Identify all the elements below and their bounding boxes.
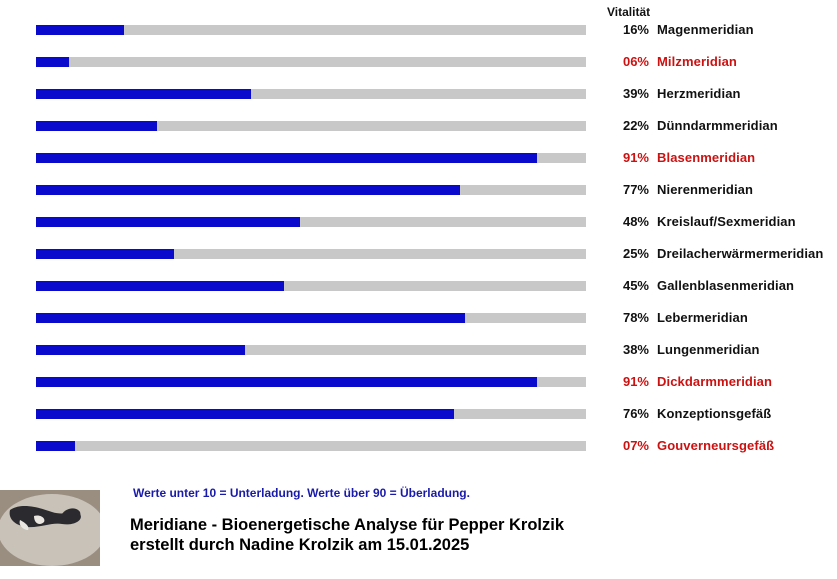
value-label: 16% bbox=[622, 22, 649, 37]
category-label: Lungenmeridian bbox=[657, 342, 760, 357]
category-label: Lebermeridian bbox=[657, 310, 748, 325]
report-title bbox=[130, 515, 564, 555]
category-label: Milzmeridian bbox=[657, 54, 737, 69]
bar-fill bbox=[36, 249, 174, 259]
bar-fill bbox=[36, 217, 300, 227]
category-label: Dreilacherwärmermeridian bbox=[657, 246, 824, 261]
category-label: Dickdarmmeridian bbox=[657, 374, 773, 389]
category-label: Magenmeridian bbox=[657, 22, 754, 37]
bar-fill bbox=[36, 89, 251, 99]
bar-fill bbox=[36, 281, 284, 291]
value-label: 07% bbox=[622, 438, 649, 453]
bar-fill bbox=[36, 25, 124, 35]
report-title-line-2: erstellt durch Nadine Krolzik am 15.01.2025 bbox=[130, 536, 470, 554]
bar-fill bbox=[36, 409, 454, 419]
value-label: 38% bbox=[622, 342, 649, 357]
bar-track bbox=[36, 57, 586, 67]
bar-fill bbox=[36, 313, 465, 323]
value-label: 76% bbox=[622, 406, 649, 421]
dog-photo-svg bbox=[0, 490, 100, 566]
value-label: 77% bbox=[622, 182, 649, 197]
bar-fill bbox=[36, 377, 537, 387]
category-label: Nierenmeridian bbox=[657, 182, 754, 197]
bar-track bbox=[36, 409, 586, 419]
value-label: 45% bbox=[622, 278, 649, 293]
category-label: Dünndarmmeridian bbox=[657, 118, 778, 133]
category-label: Konzeptionsgefäß bbox=[657, 406, 772, 421]
bar-fill bbox=[36, 153, 537, 163]
value-label: 48% bbox=[622, 214, 649, 229]
value-label: 39% bbox=[622, 86, 649, 101]
bar-fill bbox=[36, 185, 460, 195]
report-title-line-1: Meridiane - Bioenergetische Analyse für Pepper Krolzik bbox=[130, 516, 565, 534]
bar-track bbox=[36, 89, 586, 99]
bar-track bbox=[36, 185, 586, 195]
dog-photo-icon bbox=[0, 490, 100, 566]
bar-fill bbox=[36, 121, 157, 131]
bar-track bbox=[36, 377, 586, 387]
bar-fill bbox=[36, 441, 75, 451]
bar-track bbox=[36, 25, 586, 35]
bar-fill bbox=[36, 57, 69, 67]
category-label: Gouverneursgefäß bbox=[657, 438, 775, 453]
category-label: Kreislauf/Sexmeridian bbox=[657, 214, 796, 229]
category-label: Herzmeridian bbox=[657, 86, 741, 101]
bar-track bbox=[36, 441, 586, 451]
value-label: 78% bbox=[622, 310, 649, 325]
bar-track bbox=[36, 217, 586, 227]
bar-track bbox=[36, 281, 586, 291]
value-label: 25% bbox=[622, 246, 649, 261]
bar-fill bbox=[36, 345, 245, 355]
bar-track bbox=[36, 249, 586, 259]
threshold-note: Werte unter 10 = Unterladung. Werte über 90 = Überladung. bbox=[133, 486, 470, 500]
value-label: 91% bbox=[622, 374, 649, 389]
value-label: 22% bbox=[622, 118, 649, 133]
value-label: 91% bbox=[622, 150, 649, 165]
bar-track bbox=[36, 345, 586, 355]
category-label: Blasenmeridian bbox=[657, 150, 756, 165]
category-label: Gallenblasenmeridian bbox=[657, 278, 795, 293]
bar-track bbox=[36, 121, 586, 131]
vitality-column-header: Vitalität bbox=[607, 5, 651, 19]
bar-track bbox=[36, 313, 586, 323]
value-label: 06% bbox=[622, 54, 649, 69]
bar-track bbox=[36, 153, 586, 163]
